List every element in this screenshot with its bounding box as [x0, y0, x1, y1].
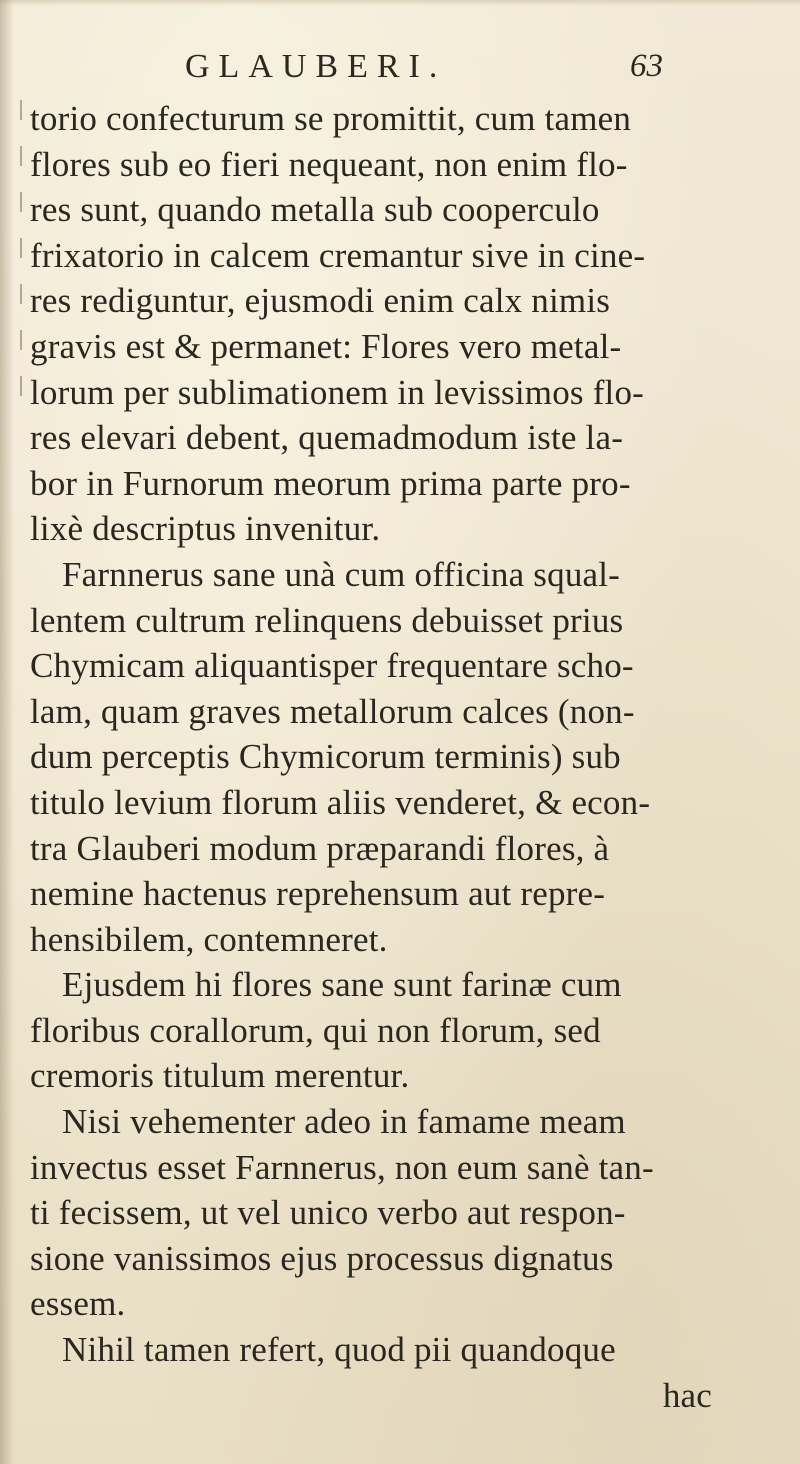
page-number: 63: [630, 48, 663, 84]
margin-tick: [20, 284, 22, 304]
margin-tick: [20, 192, 22, 212]
page-top-edge: [0, 0, 800, 6]
text-line: flores sub eo fieri nequeant, non enim flo-: [30, 144, 628, 184]
margin-tick: [20, 146, 22, 166]
text-line: lixè descriptus invenitur.: [30, 509, 381, 549]
text-line: nemine hactenus reprehensum aut repre-: [30, 874, 606, 914]
text-line: invectus esset Farnnerus, non eum sanè tan-: [30, 1147, 654, 1187]
text-line: Chymicam aliquantisper frequentare scho-: [30, 646, 634, 686]
text-line: Nihil tamen refert, quod pii quandoque: [62, 1330, 616, 1370]
text-line: sione vanissimos ejus processus dignatus: [30, 1238, 614, 1278]
text-line: res sunt, quando metalla sub cooperculo: [30, 190, 600, 230]
running-head: [185, 48, 663, 90]
text-line: lentem cultrum relinquens debuisset prius: [30, 600, 624, 640]
running-title: GLAUBERI.: [185, 48, 447, 85]
text-line: Nisi vehementer adeo in famame meam: [62, 1102, 626, 1142]
text-line: lorum per sublimationem in levissimos flo-: [30, 372, 645, 412]
margin-tick: [20, 330, 22, 350]
text-line: bor in Furnorum meorum prima parte pro-: [30, 463, 631, 503]
text-line: frixatorio in calcem cremantur sive in cine-: [30, 235, 646, 275]
text-line: cremoris titulum merentur.: [30, 1056, 410, 1096]
text-line: hensibilem, contemneret.: [30, 919, 388, 959]
text-line: lam, quam graves metallorum calces (non-: [30, 691, 635, 731]
gutter-shadow: [0, 0, 14, 1464]
margin-tick: [20, 238, 22, 258]
text-line: res elevari debent, quemadmodum iste la-: [30, 418, 624, 458]
margin-rule-marks: [20, 100, 24, 410]
body-text: [30, 96, 750, 1418]
text-line: torio confecturum se promittit, cum tamen: [30, 99, 632, 138]
text-line: titulo levium florum aliis venderet, & econ-: [30, 782, 651, 822]
text-line: floribus corallorum, qui non florum, sed: [30, 1010, 601, 1050]
margin-tick: [20, 100, 22, 120]
margin-tick: [20, 376, 22, 396]
text-line: Farnnerus sane unà cum officina squal-: [62, 554, 621, 594]
text-line: tra Glauberi modum præparandi flores, à: [30, 828, 610, 868]
text-line: res rediguntur, ejusmodi enim calx nimis: [30, 281, 611, 321]
text-line: Ejusdem hi flores sane sunt farinæ cum: [62, 965, 622, 1005]
catchword: hac: [662, 1375, 712, 1415]
text-line: gravis est & permanet: Flores vero metal-: [30, 326, 622, 366]
text-line: ti fecissem, ut vel unico verbo aut respon-: [30, 1193, 626, 1233]
text-line: essem.: [30, 1284, 126, 1324]
text-line: dum perceptis Chymicorum terminis) sub: [30, 737, 621, 777]
